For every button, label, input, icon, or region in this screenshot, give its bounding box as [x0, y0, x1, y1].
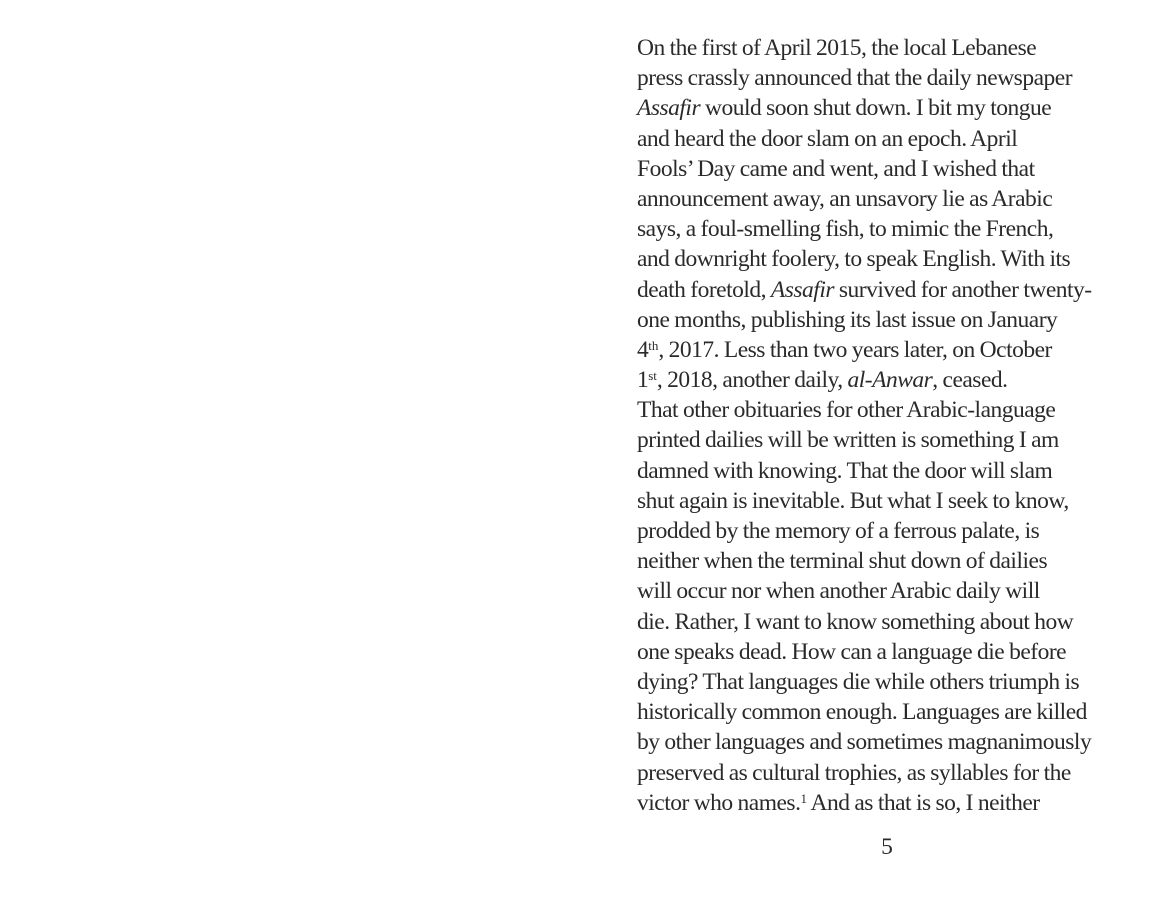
body-text: announcement away, an unsavory lie as Arabic	[637, 185, 1053, 212]
body-text: one months, publishing its last issue on January	[637, 306, 1058, 333]
body-text: printed dailies will be written is something I am	[637, 427, 1059, 454]
text-line	[637, 184, 1147, 214]
text-line	[637, 697, 1147, 727]
body-text: prodded by the memory of a ferrous palate, is	[637, 518, 1040, 544]
text-line	[637, 244, 1147, 274]
superscript-text: st	[648, 368, 657, 384]
text-line	[637, 154, 1147, 184]
text-line	[637, 516, 1147, 546]
body-text: and downright foolery, to speak English. With its	[637, 246, 1071, 273]
text-line	[637, 607, 1147, 637]
text-line	[637, 124, 1147, 154]
text-line	[637, 576, 1147, 606]
body-text: preserved as cultural trophies, as syllables for the	[637, 759, 1071, 786]
italic-text: Assafir	[770, 276, 835, 303]
body-text: 1	[637, 367, 649, 394]
text-line	[637, 93, 1147, 123]
text-line	[637, 486, 1147, 516]
text-line	[637, 335, 1147, 365]
body-text: death foretold,	[637, 276, 771, 303]
body-text: , ceased.	[932, 367, 1008, 394]
body-text: and heard the door slam on an epoch. April	[637, 125, 1018, 152]
body-text: And as that is so, I neither	[806, 789, 1040, 816]
body-text: will occur nor when another Arabic daily will	[637, 578, 1040, 605]
body-text: would soon shut down. I bit my tongue	[700, 95, 1052, 122]
body-text: historically common enough. Languages are killed	[637, 699, 1087, 726]
body-text: , 2017. Less than two years later, on October	[658, 336, 1052, 363]
page-number: 5	[881, 834, 893, 860]
body-text: one speaks dead. How can a language die before	[637, 638, 1067, 665]
body-text: dying? That languages die while others triumph is	[637, 668, 1080, 695]
body-text: On the first of April 2015, the local Lebanese	[637, 35, 1037, 61]
text-line	[637, 425, 1147, 455]
text-line	[637, 637, 1147, 667]
text-line	[637, 214, 1147, 244]
page-text	[637, 33, 1147, 818]
text-line	[637, 667, 1147, 697]
body-text: , 2018, another daily,	[656, 367, 848, 394]
text-line	[637, 275, 1147, 305]
body-text: die. Rather, I want to know something about how	[637, 608, 1074, 635]
text-line	[637, 33, 1147, 63]
text-line	[637, 546, 1147, 576]
text-line	[637, 395, 1147, 425]
body-text: victor who names.	[637, 789, 801, 816]
body-text: press crassly announced that the daily newspaper	[637, 65, 1073, 92]
body-text: 4	[637, 336, 649, 363]
text-line	[637, 758, 1147, 788]
text-line	[637, 365, 1147, 395]
body-text: by other languages and sometimes magnanimously	[637, 729, 1092, 756]
text-line	[637, 63, 1147, 93]
superscript-text: 1	[800, 790, 807, 806]
italic-text: al-Anwar	[847, 367, 933, 394]
italic-text: Assafir	[637, 95, 701, 122]
text-line	[637, 456, 1147, 486]
text-line	[637, 727, 1147, 757]
body-text: That other obituaries for other Arabic-language	[637, 397, 1056, 424]
body-text: Fools’ Day came and went, and I wished that	[637, 155, 1035, 182]
body-text: neither when the terminal shut down of dailies	[637, 548, 1048, 575]
body-text: damned with knowing. That the door will slam	[637, 457, 1053, 484]
body-text: survived for another twenty-	[834, 276, 1092, 303]
text-line	[637, 788, 1147, 818]
text-line	[637, 305, 1147, 335]
superscript-text: th	[648, 337, 659, 353]
body-text: shut again is inevitable. But what I seek to know,	[637, 487, 1069, 514]
body-text: says, a foul-smelling fish, to mimic the French,	[637, 216, 1054, 243]
